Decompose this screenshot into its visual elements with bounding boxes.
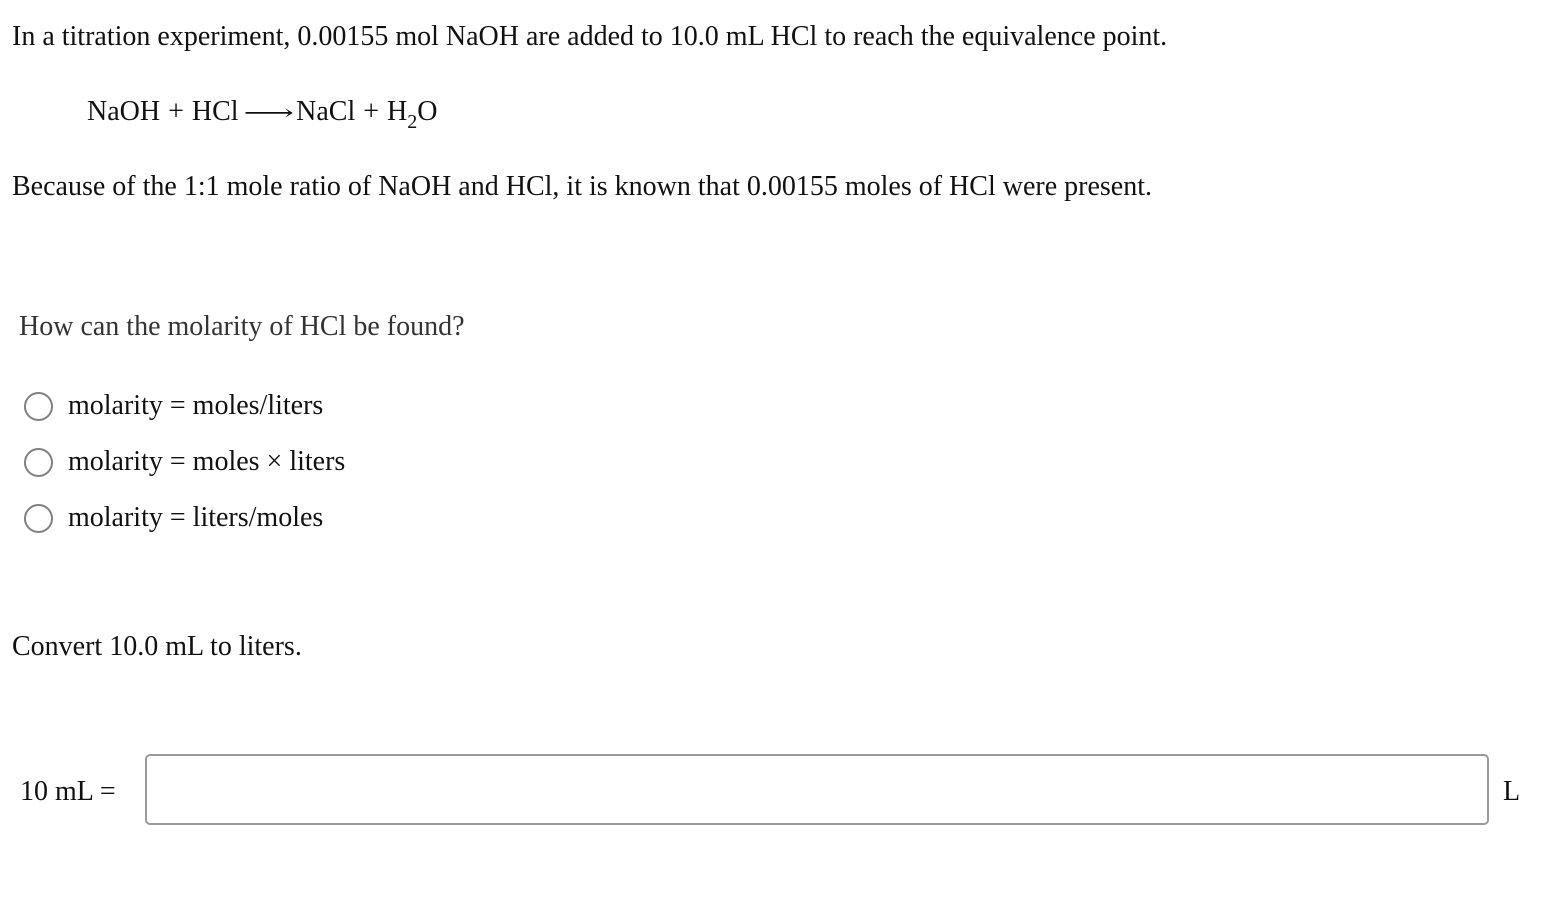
answer-option-label: molarity = moles/liters — [68, 390, 324, 421]
conversion-instruction: Convert 10.0 mL to liters. — [12, 631, 302, 662]
question-prompt: How can the molarity of HCl be found? — [19, 311, 465, 342]
liters-answer-input[interactable] — [145, 754, 1489, 825]
equation-reactant-hcl: HCl — [191, 96, 239, 127]
radio-button[interactable] — [24, 392, 53, 421]
reaction-arrow-icon: ⟶ — [243, 100, 294, 125]
equation-product-water: $H_2O$ — [387, 96, 438, 133]
equation-product-nacl: NaCl — [296, 96, 356, 127]
radio-button[interactable] — [24, 448, 53, 477]
mole-ratio-statement: Because of the 1:1 mole ratio of NaOH and HCl, it is known that 0.00155 moles of HCl were present. — [12, 171, 1152, 202]
equation-plus: + — [168, 96, 184, 127]
answer-option-3[interactable] — [24, 500, 323, 536]
equation-plus: + — [363, 96, 380, 127]
answer-input-label: 10 mL = — [20, 776, 116, 807]
equation-reactant-naoh: NaOH — [87, 96, 161, 127]
problem-intro: In a titration experiment, 0.00155 mol NaOH are added to 10.0 mL HCl to reach the equivalence point. — [12, 21, 1168, 52]
chemical-equation — [87, 94, 438, 131]
answer-option-label: molarity = moles × liters — [68, 446, 346, 477]
answer-option-label: molarity = liters/moles — [68, 502, 324, 533]
unit-label: L — [1503, 776, 1521, 807]
radio-button[interactable] — [24, 504, 53, 533]
answer-option-1[interactable] — [24, 388, 323, 424]
answer-option-2[interactable] — [24, 444, 345, 480]
